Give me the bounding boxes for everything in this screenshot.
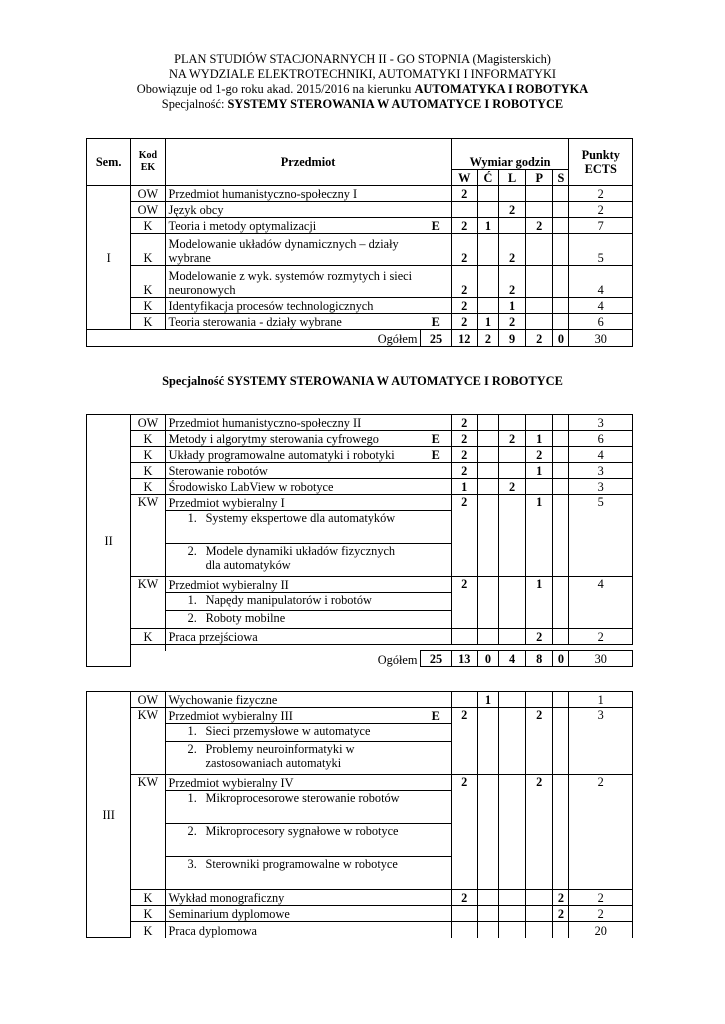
course-name: Praca przejściowa [165,629,451,645]
elective-row [87,495,633,511]
header-line-4-prefix: Specjalność: [161,97,228,111]
p-cell: 1 [526,577,553,629]
table-row [87,218,633,234]
option-number: 1. [187,791,197,805]
w-cell: 2 [451,463,477,479]
c-cell: 1 [477,692,498,708]
semester-label: III [87,692,131,938]
exam-cell [421,415,451,431]
w-cell: 2 [451,890,477,906]
table-row [87,692,633,708]
total-w: 12 [451,330,477,347]
ects-cell: 4 [569,577,633,629]
c-cell [477,266,498,298]
table-row [87,234,633,266]
ects-cell: 6 [569,314,633,330]
l-cell: 2 [498,314,525,330]
c-cell [477,775,498,890]
s-cell [553,692,569,708]
l-cell: 2 [498,234,525,266]
s-cell [553,266,569,298]
elective-row [87,708,633,724]
c-cell [477,890,498,906]
w-cell [451,629,477,645]
kod-cell: K [131,906,165,922]
s-cell [553,577,569,629]
option-text: Roboty mobilne [205,611,286,625]
c-cell [477,577,498,629]
s-cell [553,234,569,266]
s-cell [553,314,569,330]
p-cell: 2 [526,447,553,463]
c-cell [477,922,498,938]
total-p: 2 [526,330,553,347]
ects-cell: 20 [569,922,633,938]
course-name: Wykład monograficzny [165,890,451,906]
semester-label: II [87,415,131,667]
ects-cell: 3 [569,463,633,479]
ects-cell: 5 [569,495,633,577]
specialty-subtitle: Specjalność SYSTEMY STEROWANIA W AUTOMATYCE I ROBOTYCE [162,374,563,388]
l-cell: 2 [498,431,525,447]
option-number: 1. [187,593,197,607]
option-text: Mikroprocesorowe sterowanie robotów [205,791,400,805]
ects-cell: 2 [569,775,633,890]
table-row [87,314,633,330]
option-text: Modele dynamiki układów fizycznych dla automatyków [205,544,396,572]
w-cell: 2 [451,266,477,298]
total-row [87,330,633,347]
elective-option [165,511,451,544]
total-c: 0 [477,651,498,667]
c-cell [477,431,498,447]
ects-cell: 7 [569,218,633,234]
w-cell: 2 [451,234,477,266]
header-line-4 [0,97,725,112]
l-cell [498,906,525,922]
ects-cell: 2 [569,202,633,218]
total-sum: 25 [421,330,451,347]
exam-cell [421,202,451,218]
l-cell [498,463,525,479]
option-number: 2. [187,742,197,756]
kod-cell: K [131,922,165,938]
exam-cell: E [421,314,451,330]
elective-option [165,824,451,857]
exam-cell: E [421,431,451,447]
course-name: Praca dyplomowa [165,922,451,938]
p-cell [526,202,553,218]
p-cell [526,266,553,298]
kod-cell: OW [131,186,165,202]
elective-option [165,593,451,611]
c-cell [477,186,498,202]
course-name: Przedmiot humanistyczno-społeczny II [165,415,421,431]
exam-cell: E [421,708,451,724]
w-cell: 2 [451,186,477,202]
elective-option [165,724,451,742]
ects-cell: 5 [569,234,633,266]
table-row [87,202,633,218]
c-cell [477,234,498,266]
header-line-1: PLAN STUDIÓW STACJONARNYCH II - GO STOPNIA (Magisterskich) [174,52,551,66]
table-row [87,415,633,431]
c-cell: 1 [477,314,498,330]
option-number: 2. [187,544,197,558]
l-cell: 2 [498,202,525,218]
s-cell [553,202,569,218]
table-row [87,266,633,298]
kod-cell: OW [131,202,165,218]
p-cell [526,890,553,906]
elective-row [87,577,633,593]
l-cell [498,922,525,938]
option-number: 3. [187,857,197,871]
course-name: Identyfikacja procesów technologicznych [165,298,421,314]
s-cell [553,463,569,479]
table-row [87,890,633,906]
p-cell [526,479,553,495]
s-cell: 2 [553,906,569,922]
w-cell: 2 [451,298,477,314]
p-cell: 2 [526,629,553,645]
l-cell [498,692,525,708]
p-cell [526,922,553,938]
option-text: Mikroprocesory sygnałowe w robotyce [205,824,399,838]
course-name: Środowisko LabView w robotyce [165,479,421,495]
option-text: Systemy ekspertowe dla automatyków [205,511,396,525]
table-row [87,447,633,463]
w-cell: 2 [451,708,477,775]
s-cell [553,479,569,495]
c-cell: 1 [477,218,498,234]
kod-cell: KW [131,708,165,775]
elective-option [165,742,451,775]
kod-cell: K [131,218,165,234]
p-cell: 2 [526,708,553,775]
course-name: Modelowanie układów dynamicznych – działy wybrane [165,234,421,266]
header-line-4-specialty: SYSTEMY STEROWANIA W AUTOMATYCE I ROBOTYCE [227,97,564,111]
elective-option [165,544,451,577]
s-cell [553,431,569,447]
course-name: Modelowanie z wyk. systemów rozmytych i sieci neuronowych [165,266,421,298]
course-name: Przedmiot wybieralny I [165,495,451,511]
elective-row [87,775,633,791]
l-cell [498,890,525,906]
table-row [87,479,633,495]
total-ects: 30 [569,651,633,667]
s-cell [553,495,569,577]
exam-cell [421,186,451,202]
l-cell [498,186,525,202]
header-line-3-major: AUTOMATYKA I ROBOTYKA [414,82,589,96]
kod-cell: K [131,266,165,298]
l-cell [498,495,525,577]
header-line-3-prefix: Obowiązuje od 1-go roku akad. 2015/2016 na kierunku [136,82,415,96]
total-l: 4 [498,651,525,667]
l-cell [498,708,525,775]
table-row [87,431,633,447]
col-header-l: L [498,170,525,186]
w-cell: 2 [451,775,477,890]
course-name: Sterowanie robotów [165,463,421,479]
c-cell [477,463,498,479]
table-row [87,298,633,314]
option-text: Problemy neuroinformatyki w zastosowaniach automatyki [205,742,355,770]
course-name: Przedmiot wybieralny II [165,577,451,593]
table-row [87,922,633,938]
l-cell: 1 [498,298,525,314]
header-line-3 [0,82,725,97]
p-cell [526,906,553,922]
w-cell: 2 [451,218,477,234]
option-text: Sterowniki programowalne w robotyce [205,857,398,871]
c-cell [477,495,498,577]
document-header [0,52,725,112]
exam-cell [421,234,451,266]
w-cell: 2 [451,495,477,577]
kod-cell: OW [131,415,165,431]
s-cell [553,298,569,314]
total-p: 8 [526,651,553,667]
w-cell: 2 [451,415,477,431]
kod-cell: K [131,298,165,314]
s-cell [553,447,569,463]
p-cell [526,186,553,202]
course-name: Seminarium dyplomowe [165,906,451,922]
semester-2-table [86,414,633,667]
col-header-w: W [451,170,477,186]
kod-cell: K [131,479,165,495]
course-name: Przedmiot humanistyczno-społeczny I [165,186,421,202]
s-cell [553,708,569,775]
table-row [87,629,633,645]
exam-cell: E [421,218,451,234]
c-cell [477,202,498,218]
col-header-punkty: Punkty ECTS [569,139,633,186]
c-cell [477,708,498,775]
semester-1-table [86,138,633,347]
course-name: Przedmiot wybieralny IV [165,775,451,791]
ects-cell: 2 [569,629,633,645]
course-name: Układy programowalne automatyki i robotyki [165,447,421,463]
total-s: 0 [553,651,569,667]
option-number: 1. [187,511,197,525]
kod-cell: OW [131,692,165,708]
elective-option [165,611,451,629]
exam-cell: E [421,447,451,463]
w-cell: 1 [451,479,477,495]
course-name: Wychowanie fizyczne [165,692,451,708]
kod-cell: K [131,234,165,266]
w-cell: 2 [451,447,477,463]
exam-cell [421,463,451,479]
s-cell [553,629,569,645]
p-cell [526,692,553,708]
semester-3-table [86,691,633,938]
col-header-kod: Kod EK [131,139,165,186]
c-cell [477,298,498,314]
col-header-przedmiot: Przedmiot [165,139,451,186]
kod-cell: KW [131,577,165,629]
l-cell [498,415,525,431]
kod-cell: K [131,447,165,463]
c-cell [477,629,498,645]
kod-cell: K [131,431,165,447]
w-cell: 2 [451,431,477,447]
p-cell: 1 [526,495,553,577]
w-cell [451,692,477,708]
kod-cell: K [131,463,165,479]
kod-cell: K [131,890,165,906]
p-cell: 1 [526,431,553,447]
w-cell: 2 [451,314,477,330]
ects-cell: 4 [569,266,633,298]
l-cell: 2 [498,479,525,495]
ects-cell: 2 [569,906,633,922]
option-number: 1. [187,724,197,738]
w-cell [451,202,477,218]
l-cell [498,218,525,234]
exam-cell [421,266,451,298]
table-row [87,906,633,922]
c-cell [477,906,498,922]
ects-cell: 3 [569,708,633,775]
c-cell [477,479,498,495]
semester-label: I [87,186,131,330]
course-name: Teoria sterowania - działy wybrane [165,314,421,330]
total-sum: 25 [421,651,451,667]
exam-cell [421,479,451,495]
exam-cell [421,298,451,314]
total-l: 9 [498,330,525,347]
s-cell [553,922,569,938]
p-cell: 1 [526,463,553,479]
option-number: 2. [187,824,197,838]
c-cell [477,447,498,463]
p-cell [526,314,553,330]
table-row [87,186,633,202]
total-s: 0 [553,330,569,347]
kod-cell: KW [131,495,165,577]
c-cell [477,415,498,431]
col-header-sem: Sem. [87,139,131,186]
course-name: Metody i algorytmy sterowania cyfrowego [165,431,421,447]
p-cell [526,234,553,266]
w-cell [451,906,477,922]
total-label: Ogółem [87,330,421,347]
total-ects: 30 [569,330,633,347]
course-name: Przedmiot wybieralny III [165,708,421,724]
p-cell: 2 [526,775,553,890]
kod-cell: K [131,629,165,645]
l-cell [498,447,525,463]
col-header-c: Ć [477,170,498,186]
s-cell [553,415,569,431]
kod-cell: K [131,314,165,330]
table-row [87,463,633,479]
w-cell [451,922,477,938]
s-cell [553,218,569,234]
ects-cell: 3 [569,479,633,495]
ects-cell: 2 [569,186,633,202]
l-cell [498,629,525,645]
w-cell: 2 [451,577,477,629]
l-cell [498,577,525,629]
course-name: Teoria i metody optymalizacji [165,218,421,234]
option-text: Sieci przemysłowe w automatyce [205,724,371,738]
option-number: 2. [187,611,197,625]
ects-cell: 4 [569,298,633,314]
ects-cell: 2 [569,890,633,906]
s-cell [553,186,569,202]
header-line-2: NA WYDZIALE ELEKTROTECHNIKI, AUTOMATYKI I INFORMATYKI [168,67,557,81]
ects-cell: 3 [569,415,633,431]
total-row [87,651,633,667]
ects-cell: 1 [569,692,633,708]
col-header-s: S [553,170,569,186]
elective-option [165,857,451,890]
l-cell [498,775,525,890]
course-name: Język obcy [165,202,421,218]
col-header-p: P [526,170,553,186]
p-cell [526,415,553,431]
col-header-wymiar: Wymiar godzin [451,139,569,170]
ects-cell: 4 [569,447,633,463]
total-w: 13 [451,651,477,667]
elective-option [165,791,451,824]
l-cell: 2 [498,266,525,298]
p-cell [526,298,553,314]
total-c: 2 [477,330,498,347]
total-label: Ogółem [131,651,421,667]
kod-cell: KW [131,775,165,890]
s-cell [553,775,569,890]
option-text: Napędy manipulatorów i robotów [205,593,372,607]
p-cell: 2 [526,218,553,234]
s-cell: 2 [553,890,569,906]
ects-cell: 6 [569,431,633,447]
